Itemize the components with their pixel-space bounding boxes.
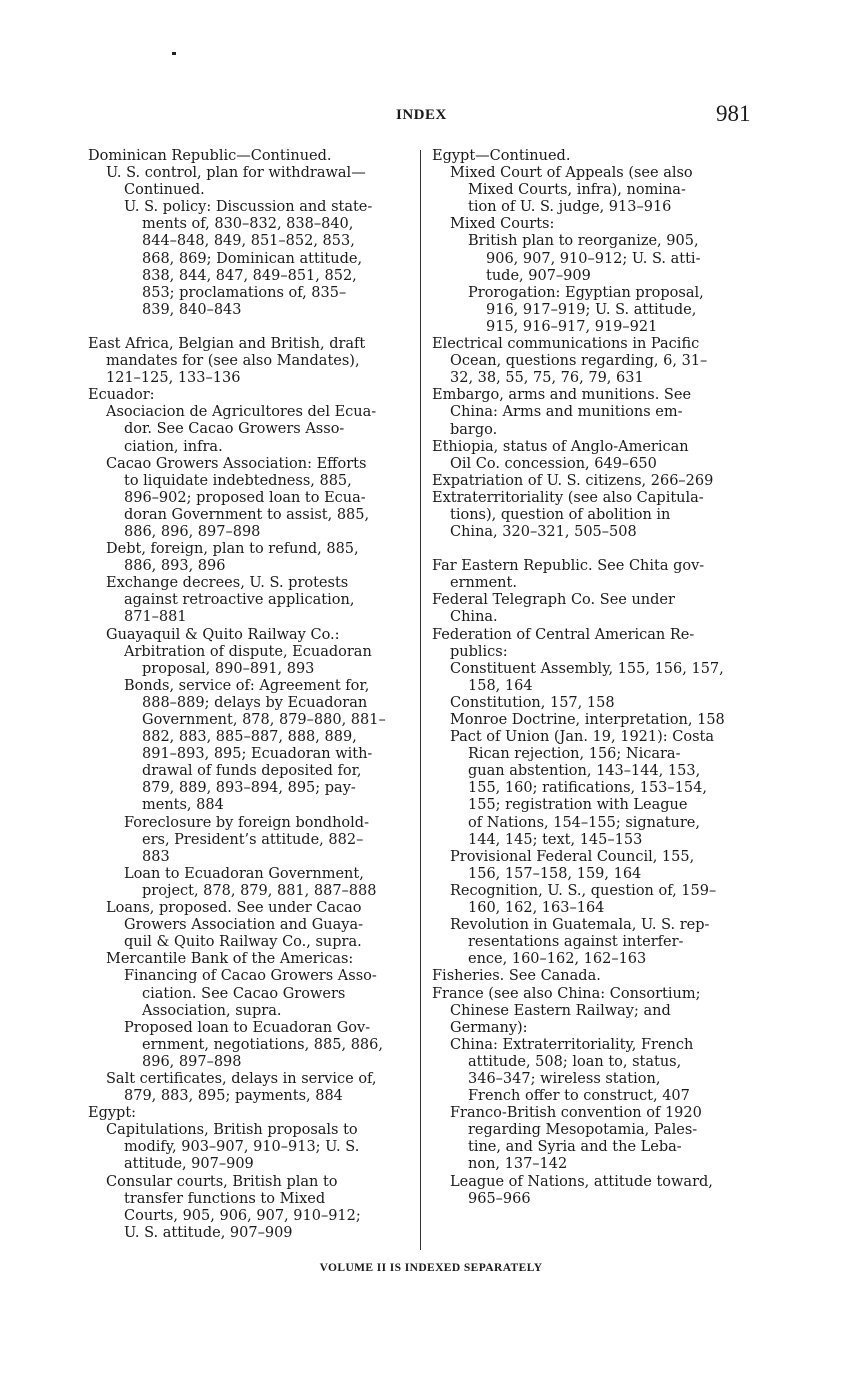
index-entry-continuation-line: regarding Mesopotamia, Pales- [468,1122,698,1139]
index-entry-heading-line: Provisional Federal Council, 155, [450,848,695,865]
index-entry-heading-line: Cacao Growers Association: Efforts [106,455,367,472]
index-entry-continuation-line: Government, 878, 879–880, 881– [142,712,386,728]
index-entry-continuation-line: project, 878, 879, 881, 887–888 [142,882,377,899]
page-footer [0,1262,862,1274]
index-entry-continuation-line: Growers Association and Guaya- [124,917,364,934]
index-entry [432,986,754,1037]
index-entry [432,233,754,284]
index-entry-continuation-line: 121–125, 133–136 [106,370,241,387]
index-entry [88,1020,410,1071]
index-entry-continuation-line: 888–889; delays by Ecuadoran [142,694,368,711]
index-entry-continuation-line: resentations against interfer- [468,934,684,951]
index-entry [432,148,754,165]
index-entry-heading-line: Egypt—Continued. [432,148,571,164]
index-entry-heading-line: Recognition, U. S., question of, 159– [450,882,717,899]
index-entry-continuation-line: 853; proclamations of, 835– [142,284,347,301]
index-entry-heading-line: Capitulations, British proposals to [106,1122,358,1139]
index-entry-heading-line: Federal Telegraph Co. See under [432,592,675,609]
index-entry [432,473,754,490]
index-entry-continuation-line: 896–902; proposed loan to Ecua- [124,489,366,506]
index-entry-heading-line: Fisheries. See Canada. [432,968,601,985]
index-entry-heading-line: Foreclosure by foreign bondhold- [124,814,369,831]
entry-gap [432,541,754,558]
index-entry-continuation-line: ments of, 830–832, 838–840, [142,216,354,233]
footer-note: VOLUME II IS INDEXED SEPARATELY [319,1262,543,1274]
index-entry [88,387,410,404]
index-entry-continuation-line: 32, 38, 55, 75, 76, 79, 631 [450,370,644,387]
index-entry-continuation-line: Association, supra. [142,1002,282,1019]
index-entry-heading-line: British plan to reorganize, 905, [468,233,699,250]
index-entry-continuation-line: tions), question of abolition in [450,506,671,523]
index-entry-continuation-line: ciation. See Cacao Growers [142,985,346,1002]
index-entry [88,148,410,165]
index-entry-heading-line: League of Nations, attitude toward, [450,1173,713,1190]
index-entry-continuation-line: Germany): [450,1019,528,1036]
index-entry-heading-line: Extraterritoriality (see also Capitula- [432,489,704,506]
index-entry-heading-line: Financing of Cacao Growers Asso- [124,968,377,985]
index-column-right [432,148,754,1208]
index-entry-heading-line: Mercantile Bank of the Americas: [106,951,354,968]
index-entry-continuation-line: 155; registration with League [468,797,688,814]
index-entry-continuation-line: 886, 896, 897–898 [124,523,261,540]
index-entry [432,729,754,849]
index-entry-heading-line: Prorogation: Egyptian proposal, [468,284,704,301]
index-entry-continuation-line: 915, 916–917, 919–921 [486,318,658,335]
index-entry-continuation-line: modify, 903–907, 910–913; U. S. [124,1139,360,1156]
column-divider [420,150,421,1250]
index-entry-continuation-line: attitude, 508; loan to, status, [468,1053,682,1070]
index-entry-continuation-line: Rican rejection, 156; Nicara- [468,746,681,763]
index-entry-heading-line: Guayaquil & Quito Railway Co.: [106,626,340,643]
index-entry-heading-line: France (see also China: Consortium; [432,985,701,1002]
index-entry-continuation-line: ernment, negotiations, 885, 886, [142,1036,383,1053]
index-entry [88,1105,410,1122]
index-entry-continuation-line: ments, 884 [142,797,224,814]
index-entry-continuation-line: tine, and Syria and the Leba- [468,1139,682,1156]
index-entry-continuation-line: 160, 162, 163–164 [468,900,605,917]
index-entry-heading-line: Constituent Assembly, 155, 156, 157, [450,660,724,677]
index-entry-continuation-line: Chinese Eastern Railway; and [450,1002,671,1019]
index-entry-continuation-line: of Nations, 154–155; signature, [468,814,700,831]
index-entry [88,165,410,199]
index-entry-continuation-line: ence, 160–162, 162–163 [468,951,647,968]
stray-ink-mark [172,52,176,55]
entry-gap [88,319,410,336]
index-entry [88,900,410,951]
index-entry [88,866,410,900]
running-head [0,101,862,129]
index-entry-heading-line: Constitution, 157, 158 [450,694,615,711]
index-entry [88,1122,410,1173]
index-entry-continuation-line: proposal, 890–891, 893 [142,660,315,677]
index-entry [432,387,754,438]
index-entry-continuation-line: 916, 917–919; U. S. attitude, [486,301,697,318]
index-entry-continuation-line: quil & Quito Railway Co., supra. [124,934,362,951]
index-entry-continuation-line: 871–881 [124,609,187,626]
index-entry-heading-line: Revolution in Guatemala, U. S. rep- [450,917,710,934]
index-entry-continuation-line: 906, 907, 910–912; U. S. atti- [486,250,701,267]
index-entry-continuation-line: Ocean, questions regarding, 6, 31– [450,353,708,370]
index-entry-heading-line: East Africa, Belgian and British, draft [88,335,366,352]
index-entry [88,1071,410,1105]
index-entry-heading-line: Exchange decrees, U. S. protests [106,575,349,592]
index-entry [432,712,754,729]
index-entry-continuation-line: publics: [450,643,508,660]
index-entry [88,199,410,319]
index-entry [432,285,754,336]
index-entry-heading-line: Proposed loan to Ecuadoran Gov- [124,1019,371,1036]
index-entry-heading-line: Loan to Ecuadoran Government, [124,865,364,882]
index-entry-continuation-line: to liquidate indebtedness, 885, [124,472,352,489]
index-entry [432,490,754,541]
index-entry-continuation-line: against retroactive application, [124,592,355,609]
index-entry-continuation-line: 144, 145; text, 145–153 [468,831,643,848]
index-entry-continuation-line: Courts, 905, 906, 907, 910–912; [124,1207,361,1224]
index-entry-heading-line: U. S. policy: Discussion and state- [124,199,373,216]
index-entry-continuation-line: 156, 157–158, 159, 164 [468,865,642,882]
index-entry [88,456,410,541]
index-entry [88,575,410,626]
index-entry-continuation-line: ernment. [450,575,517,592]
index-entry-heading-line: Consular courts, British plan to [106,1173,338,1190]
index-entry-heading-line: Franco-British convention of 1920 [450,1105,702,1122]
index-entry [432,165,754,216]
index-entry [432,1105,754,1173]
index-entry-heading-line: Loans, proposed. See under Cacao [106,900,362,917]
index-entry [88,815,410,866]
index-entry-continuation-line: 886, 893, 896 [124,558,226,575]
index-entry-heading-line: Monroe Doctrine, interpretation, 158 [450,712,725,728]
index-entry [432,592,754,626]
index-entry-continuation-line: 158, 164 [468,677,533,694]
page-number: 981 [716,101,751,126]
index-entry-continuation-line: Oil Co. concession, 649–650 [450,455,657,472]
index-entry-heading-line: Mixed Courts: [450,216,555,233]
index-entry-continuation-line: dor. See Cacao Growers Asso- [124,421,345,438]
index-entry-continuation-line: drawal of funds deposited for, [142,763,362,780]
index-entry-continuation-line: 896, 897–898 [142,1053,242,1070]
index-entry-continuation-line: China: Arms and munitions em- [450,404,683,421]
running-title: INDEX [396,107,447,123]
index-entry-continuation-line: guan abstention, 143–144, 153, [468,763,701,780]
index-entry [88,1174,410,1242]
index-entry-continuation-line: 879, 889, 893–894, 895; pay- [142,780,356,797]
index-entry-heading-line: Federation of Central American Re- [432,626,695,643]
index-entry-continuation-line: 839, 840–843 [142,301,242,318]
index-entry [432,849,754,883]
index-entry [432,968,754,985]
index-entry [432,883,754,917]
index-entry-heading-line: Far Eastern Republic. See Chita gov- [432,558,705,575]
index-entry-continuation-line: U. S. attitude, 907–909 [124,1224,293,1241]
index-entry-heading-line: U. S. control, plan for withdrawal— [106,165,366,182]
index-entry [432,1174,754,1208]
index-entry-continuation-line: 882, 883, 885–887, 888, 889, [142,729,357,746]
index-entry [88,951,410,968]
index-entry [432,1037,754,1105]
index-entry-continuation-line: mandates for (see also Mandates), [106,353,360,370]
index-entry-continuation-line: 883 [142,848,170,865]
index-entry-continuation-line: China, 320–321, 505–508 [450,524,637,541]
index-entry-continuation-line: ers, President’s attitude, 882– [142,831,364,848]
index-entry-continuation-line: 879, 883, 895; payments, 884 [124,1088,343,1105]
index-entry [432,558,754,592]
index-entry-continuation-line: ciation, infra. [124,438,223,455]
index-entry [432,917,754,968]
index-entry-continuation-line: bargo. [450,421,498,438]
index-entry-continuation-line: French offer to construct, 407 [468,1088,690,1105]
index-entry-heading-line: Asociacion de Agricultores del Ecua- [106,404,377,421]
index-entry-heading-line: Electrical communications in Pacific [432,336,700,353]
index-entry [88,644,410,678]
index-entry-continuation-line: 844–848, 849, 851–852, 853, [142,233,355,250]
index-entry-continuation-line: attitude, 907–909 [124,1156,254,1173]
index-entry-continuation-line: Continued. [124,182,205,199]
index-entry-continuation-line: 965–966 [468,1190,531,1207]
index-entry-continuation-line: 155, 160; ratifications, 153–154, [468,780,707,797]
index-entry-continuation-line: 891–893, 895; Ecuadoran with- [142,746,373,763]
index-entry-continuation-line: tion of U. S. judge, 913–916 [468,199,672,216]
index-entry-heading-line: Salt certificates, delays in service of, [106,1070,377,1087]
index-column-left [88,148,410,1242]
index-entry [432,661,754,695]
index-entry-heading-line: Debt, foreign, plan to refund, 885, [106,541,359,558]
index-entry-heading-line: Ethiopia, status of Anglo-American [432,438,689,455]
index-entry [432,627,754,661]
index-entry [432,439,754,473]
index-entry-continuation-line: 868, 869; Dominican attitude, [142,250,363,267]
index-entry-continuation-line: non, 137–142 [468,1156,568,1173]
index-entry-heading-line: Pact of Union (Jan. 19, 1921): Costa [450,729,715,746]
index-entry [432,336,754,387]
index-entry-continuation-line: 346–347; wireless station, [468,1070,661,1087]
index-entry-continuation-line: Mixed Courts, infra), nomina- [468,182,686,199]
index-entry [88,627,410,644]
index-entry-heading-line: Expatriation of U. S. citizens, 266–269 [432,472,714,489]
index-entry [88,404,410,455]
index-entry-continuation-line: tude, 907–909 [486,267,591,284]
index-entry-heading-line: Mixed Court of Appeals (see also [450,165,693,182]
index-entry [432,695,754,712]
index-entry-heading-line: Bonds, service of: Agreement for, [124,677,370,694]
index-entry-continuation-line: transfer functions to Mixed [124,1190,326,1207]
index-entry-heading-line: Embargo, arms and munitions. See [432,387,692,404]
index-entry [88,968,410,1019]
index-entry-continuation-line: China. [450,609,498,626]
index-entry-heading-line: Egypt: [88,1105,137,1122]
index-entry [88,678,410,815]
index-entry-heading-line: China: Extraterritoriality, French [450,1036,694,1053]
index-entry-continuation-line: doran Government to assist, 885, [124,506,370,523]
index-entry-heading-line: Dominican Republic—Continued. [88,148,332,164]
index-entry-continuation-line: 838, 844, 847, 849–851, 852, [142,267,357,284]
index-entry [432,216,754,233]
index-entry [88,336,410,387]
index-entry-heading-line: Arbitration of dispute, Ecuadoran [124,643,372,660]
index-entry-heading-line: Ecuador: [88,387,155,404]
index-entry [88,541,410,575]
